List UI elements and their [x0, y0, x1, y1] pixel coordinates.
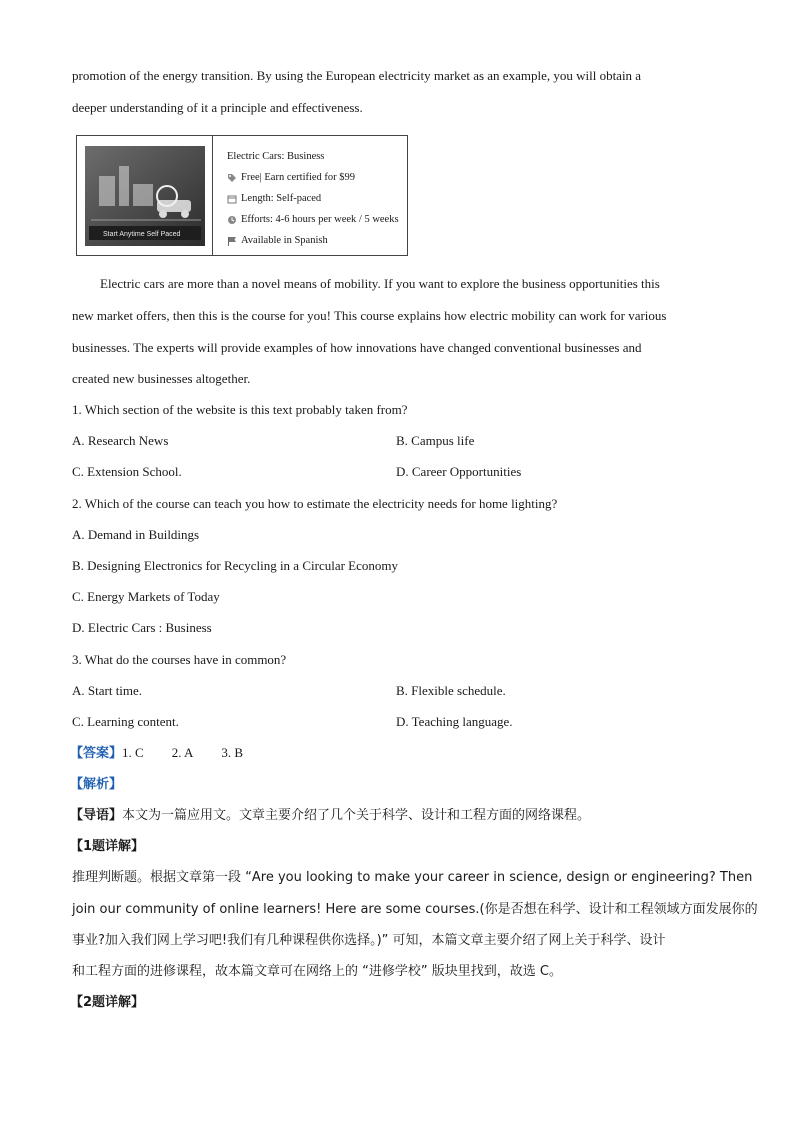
q2-detail-label: 【2题详解】 — [70, 995, 145, 1010]
description-line-3: businesses. The experts will provide examples of how innovations have changed conventional businesses and — [72, 340, 642, 355]
question-1-option-d: D. Career Opportunities — [396, 464, 522, 479]
efforts-text: Efforts: 4-6 hours per week / 5 weeks — [241, 214, 399, 225]
description-line-2: new market offers, then this is the course for you! This course explains how electric mobility can work for various — [72, 308, 667, 323]
language-text: Available in Spanish — [241, 235, 328, 246]
course-language — [227, 230, 399, 251]
image-caption: Start Anytime Self Paced — [103, 231, 181, 238]
course-card — [76, 135, 408, 256]
intro-line-1: promotion of the energy transition. By using the European electricity market as an example, you will obtain a — [72, 68, 642, 83]
question-1-stem: 1. Which section of the website is this text probably taken from? — [72, 402, 408, 417]
course-title-text: Electric Cars: Business — [227, 151, 325, 162]
description-line-1: Electric cars are more than a novel means of mobility. If you want to explore the business opportunities this — [100, 276, 660, 291]
guide-line — [70, 808, 590, 824]
course-efforts — [227, 209, 399, 230]
question-1-option-a: A. Research News — [72, 433, 169, 448]
course-price — [227, 167, 399, 188]
guide-text: 本文为一篇应用文。文章主要介绍了几个关于科学、设计和工程方面的网络课程。 — [122, 808, 591, 823]
intro-line-2: deeper understanding of it a principle and effectiveness. — [72, 100, 363, 115]
description-line-4: created new businesses altogether. — [72, 371, 251, 386]
course-title — [227, 146, 399, 167]
question-2-stem: 2. Which of the course can teach you how to estimate the electricity needs for home lighting? — [72, 496, 558, 511]
question-2-option-d: D. Electric Cars : Business — [72, 620, 212, 635]
answer-3: 3. B — [221, 745, 244, 760]
answer-1: 1. C — [122, 745, 144, 760]
tag-icon — [227, 173, 237, 183]
q1-detail-line-2: join our community of online learners! Here are some courses.(你是否想在科学、设计和工程领域方面发展你的 — [72, 902, 758, 917]
q1-detail-label: 【1题详解】 — [70, 839, 145, 854]
calendar-icon — [227, 194, 237, 204]
question-3-option-a: A. Start time. — [72, 683, 143, 698]
question-3-stem: 3. What do the courses have in common? — [72, 652, 287, 667]
question-3-option-c: C. Learning content. — [72, 714, 179, 729]
q1-detail-line-3: 事业?加入我们网上学习吧!我们有几种课程供你选择。)” 可知，本篇文章主要介绍了网上关于科学、设计 — [72, 933, 666, 948]
question-2-option-a: A. Demand in Buildings — [72, 527, 200, 542]
clock-icon — [227, 215, 237, 225]
course-length — [227, 188, 399, 209]
q1-detail-line-1: 推理判断题。根据文章第一段 “Are you looking to make your career in science, design or engineering? Then — [72, 870, 753, 885]
guide-label: 【导语】 — [70, 808, 123, 823]
answer-line — [70, 745, 243, 762]
analysis-label: 【解析】 — [70, 777, 123, 792]
q1-detail-line-4: 和工程方面的进修课程，故本篇文章可在网络上的 “进修学校” 版块里找到，故选 C。 — [72, 964, 562, 979]
answer-label: 【答案】 — [70, 746, 123, 761]
question-3-option-d: D. Teaching language. — [396, 714, 513, 729]
question-1-option-c: C. Extension School. — [72, 464, 182, 479]
answer-2: 2. A — [171, 745, 194, 760]
length-text: Length: Self-paced — [241, 193, 322, 204]
course-image — [77, 136, 213, 255]
question-2-option-b: B. Designing Electronics for Recycling in a Circular Economy — [72, 558, 398, 573]
question-3-option-b: B. Flexible schedule. — [396, 683, 506, 698]
question-1-option-b: B. Campus life — [396, 433, 475, 448]
course-info — [213, 136, 399, 255]
flag-icon — [227, 236, 237, 246]
price-text: Free| Earn certified for $99 — [241, 172, 356, 183]
question-2-option-c: C. Energy Markets of Today — [72, 589, 220, 604]
